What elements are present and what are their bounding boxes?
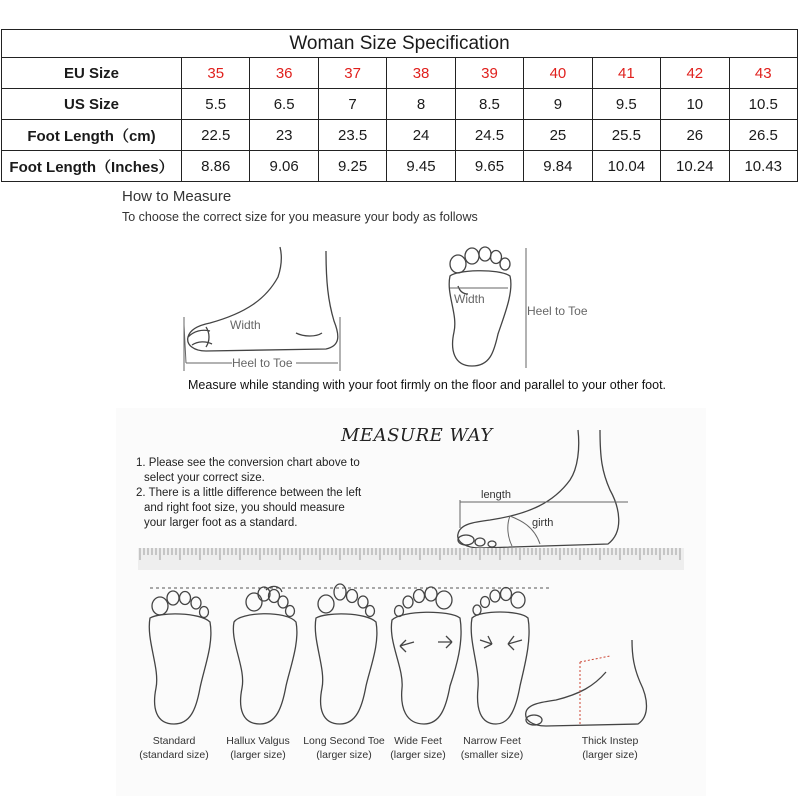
eu-size-cell: 38 [387, 58, 455, 89]
table-cell: 9 [524, 89, 592, 120]
foot-type-name: Long Second Toe [303, 735, 385, 747]
eu-size-cell: 37 [318, 58, 386, 89]
table-cell: 24 [387, 120, 455, 151]
step-line: and right foot size, you should measure [144, 502, 345, 514]
sole-foot-illustration [438, 242, 538, 372]
measure-instruction: Measure while standing with your foot firmly on the floor and parallel to your other foot. [188, 378, 667, 392]
foot-type-name: Standard [152, 735, 196, 747]
girth-label: girth [532, 517, 554, 529]
table-cell: 9.25 [318, 151, 386, 182]
foot-type-caption [126, 734, 222, 762]
table-cell: 10.43 [729, 151, 798, 182]
foot-type-advice: (larger size) [582, 749, 638, 761]
table-cell: 25 [524, 120, 592, 151]
table-row [2, 151, 798, 182]
foot-long-second-toe-icon [306, 582, 382, 728]
eu-size-cell: 39 [455, 58, 523, 89]
table-cell: 9.45 [387, 151, 455, 182]
foot-type-name: Hallux Valgus [226, 735, 290, 747]
table-cell: 9.65 [455, 151, 523, 182]
table-cell: 10.04 [592, 151, 660, 182]
foot-type-advice: (larger size) [390, 749, 446, 761]
table-row [2, 89, 798, 120]
foot-type-caption [444, 734, 540, 762]
eu-size-cell: 36 [250, 58, 318, 89]
table-cell: 22.5 [182, 120, 250, 151]
how-to-measure-panel [116, 186, 702, 400]
ruler [138, 548, 684, 570]
row-header: EU Size [2, 58, 182, 89]
foot-thick-instep-icon [520, 638, 680, 738]
eu-size-cell: 43 [729, 58, 798, 89]
table-cell: 24.5 [455, 120, 523, 151]
table-cell: 23.5 [318, 120, 386, 151]
top-length-label: Heel to Toe [527, 304, 588, 318]
table-cell: 9.5 [592, 89, 660, 120]
table-title-row [2, 30, 798, 58]
eu-size-cell: 42 [661, 58, 729, 89]
step-line: select your correct size. [144, 472, 265, 484]
side-width-label: Width [230, 318, 261, 332]
table-title: Woman Size Specification [2, 30, 798, 58]
table-cell: 8.86 [182, 151, 250, 182]
foot-type-advice: (larger size) [316, 749, 372, 761]
foot-hallux-valgus-icon [226, 582, 302, 728]
step-line: your larger foot as a standard. [144, 517, 298, 529]
table-row [2, 58, 798, 89]
table-cell: 9.84 [524, 151, 592, 182]
length-label: length [481, 489, 511, 501]
table-row [2, 120, 798, 151]
table-cell: 9.06 [250, 151, 318, 182]
eu-size-cell: 41 [592, 58, 660, 89]
table-cell: 26.5 [729, 120, 798, 151]
table-cell: 25.5 [592, 120, 660, 151]
foot-type-advice: (smaller size) [460, 749, 524, 761]
row-header: US Size [2, 89, 182, 120]
foot-type-advice: (larger size) [230, 749, 286, 761]
how-to-measure-title: How to Measure [122, 188, 232, 205]
table-cell: 26 [661, 120, 729, 151]
foot-standard-icon [140, 588, 216, 728]
eu-size-cell: 40 [524, 58, 592, 89]
size-table [1, 29, 798, 182]
eu-size-cell: 35 [182, 58, 250, 89]
table-cell: 10.5 [729, 89, 798, 120]
step-line: 2. There is a little difference between the left [136, 487, 362, 499]
table-cell: 6.5 [250, 89, 318, 120]
side-length-label: Heel to Toe [232, 356, 293, 370]
table-cell: 10 [661, 89, 729, 120]
row-header: Foot Length（Inches） [2, 151, 182, 182]
foot-wide-feet-icon [386, 582, 466, 728]
table-cell: 7 [318, 89, 386, 120]
how-to-measure-subtitle: To choose the correct size for you measure your body as follows [122, 210, 478, 224]
foot-type-name: Narrow Feet [463, 735, 521, 747]
measure-steps [136, 456, 396, 531]
foot-type-caption [562, 734, 658, 762]
row-header: Foot Length（cm) [2, 120, 182, 151]
table-cell: 8.5 [455, 89, 523, 120]
table-cell: 8 [387, 89, 455, 120]
measure-way-panel [116, 408, 706, 796]
side-foot-illustration [176, 241, 376, 371]
measure-way-title: MEASURE WAY [341, 425, 493, 446]
foot-type-name: Wide Feet [394, 735, 442, 747]
foot-type-name: Thick Instep [581, 735, 639, 747]
top-width-label: Width [454, 292, 485, 306]
table-cell: 23 [250, 120, 318, 151]
step-line: 1. Please see the conversion chart above to [136, 457, 360, 469]
foot-type-caption [210, 734, 306, 762]
table-cell: 10.24 [661, 151, 729, 182]
foot-type-advice: (standard size) [139, 749, 209, 761]
table-cell: 5.5 [182, 89, 250, 120]
